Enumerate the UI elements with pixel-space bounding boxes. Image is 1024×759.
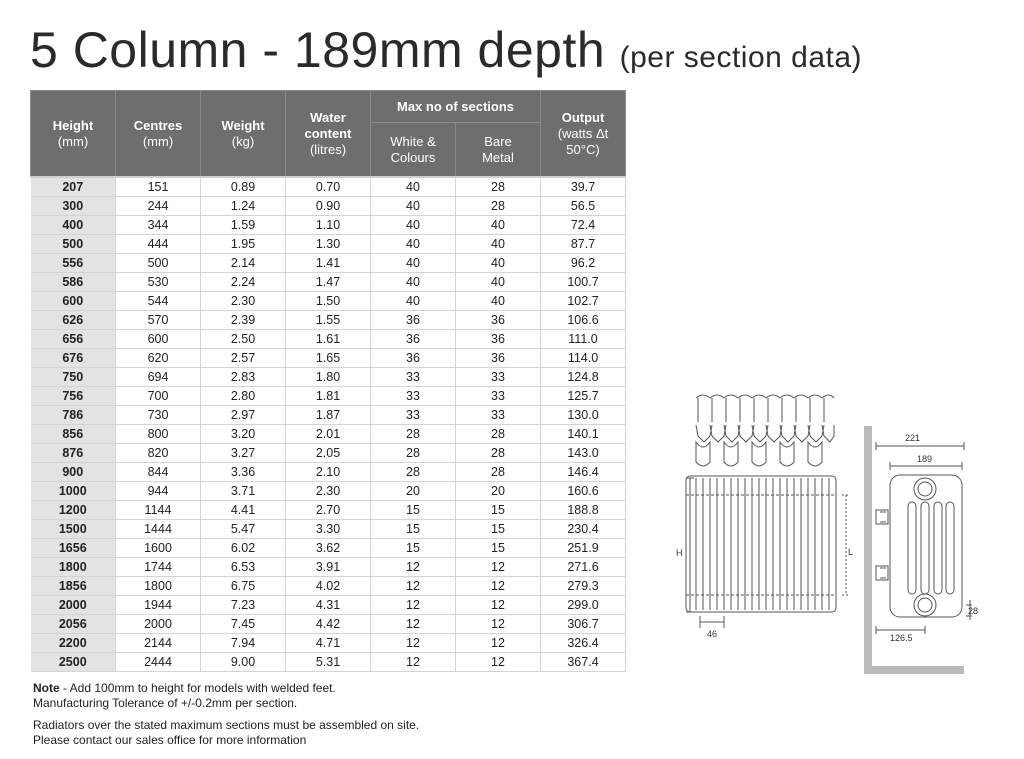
table-cell: 2.50 [201,330,286,349]
table-cell: 40 [371,216,456,235]
table-cell: 300 [31,197,116,216]
table-cell: 15 [371,501,456,520]
table-cell: 33 [371,406,456,425]
table-cell: 0.70 [286,177,371,197]
table-cell: 12 [456,577,541,596]
table-cell: 1200 [31,501,116,520]
table-cell: 856 [31,425,116,444]
table-cell: 2.05 [286,444,371,463]
table-cell: 3.91 [286,558,371,577]
table-cell: 15 [456,520,541,539]
table-cell: 2.10 [286,463,371,482]
table-cell: 444 [116,235,201,254]
radiator-front-view [686,476,850,628]
table-cell: 151 [116,177,201,197]
table-cell: 326.4 [541,634,626,653]
table-cell: 33 [456,368,541,387]
table-cell: 36 [456,311,541,330]
table-cell: 1.41 [286,254,371,273]
table-cell: 12 [456,615,541,634]
table-cell: 3.36 [201,463,286,482]
table-cell: 7.23 [201,596,286,615]
table-cell: 620 [116,349,201,368]
table-cell: 12 [371,577,456,596]
table-cell: 2.30 [201,292,286,311]
table-cell: 1144 [116,501,201,520]
table-cell: 1.95 [201,235,286,254]
table-cell: 28 [456,177,541,197]
table-cell: 2.80 [201,387,286,406]
table-cell: 40 [456,235,541,254]
table-cell: 676 [31,349,116,368]
table-cell: 56.5 [541,197,626,216]
table-cell: 40 [456,216,541,235]
table-cell: 1.47 [286,273,371,292]
table-cell: 5.47 [201,520,286,539]
note-assembly: Radiators over the stated maximum sections must be assembled on site. [33,718,420,732]
table-cell: 4.71 [286,634,371,653]
table-cell: 800 [116,425,201,444]
table-cell: 6.75 [201,577,286,596]
table-cell: 0.89 [201,177,286,197]
table-cell: 15 [456,501,541,520]
table-cell: 36 [456,349,541,368]
table-cell: 130.0 [541,406,626,425]
table-cell: 2000 [116,615,201,634]
table-cell: 1856 [31,577,116,596]
table-cell: 844 [116,463,201,482]
table-cell: 230.4 [541,520,626,539]
table-cell: 1.10 [286,216,371,235]
table-cell: 12 [456,653,541,672]
header-water-content: Water content (litres) [286,91,371,178]
table-cell: 279.3 [541,577,626,596]
table-cell: 36 [371,330,456,349]
dim-126-5-label: 126.5 [890,633,913,643]
table-cell: 87.7 [541,235,626,254]
table-cell: 271.6 [541,558,626,577]
dim-46-label: 46 [707,629,718,639]
table-cell: 1.61 [286,330,371,349]
table-cell: 3.62 [286,539,371,558]
title-main: 5 Column - 189mm depth [30,22,606,78]
table-cell: 12 [371,653,456,672]
table-cell: 4.41 [201,501,286,520]
table-cell: 1944 [116,596,201,615]
table-cell: 28 [456,197,541,216]
table-cell: 160.6 [541,482,626,501]
table-cell: 36 [371,349,456,368]
table-cell: 12 [456,634,541,653]
header-white-colours: White & Colours [371,123,456,178]
table-cell: 299.0 [541,596,626,615]
table-cell: 9.00 [201,653,286,672]
header-height: Height (mm) [31,91,116,178]
table-cell: 28 [456,463,541,482]
table-cell: 400 [31,216,116,235]
table-cell: 694 [116,368,201,387]
table-cell: 344 [116,216,201,235]
table-cell: 36 [371,311,456,330]
table-cell: 20 [371,482,456,501]
table-cell: 6.53 [201,558,286,577]
table-cell: 2.97 [201,406,286,425]
table-cell: 40 [371,254,456,273]
dim-28-label: 28 [968,606,979,616]
table-cell: 7.94 [201,634,286,653]
table-cell: 36 [456,330,541,349]
table-cell: 1.80 [286,368,371,387]
table-cell: 140.1 [541,425,626,444]
table-cell: 12 [371,615,456,634]
table-cell: 2200 [31,634,116,653]
table-cell: 2.70 [286,501,371,520]
table-cell: 3.71 [201,482,286,501]
table-cell: 28 [456,444,541,463]
table-cell: 40 [371,197,456,216]
table-cell: 125.7 [541,387,626,406]
table-cell: 544 [116,292,201,311]
table-cell: 1000 [31,482,116,501]
table-cell: 12 [371,596,456,615]
table-cell: 188.8 [541,501,626,520]
table-cell: 2000 [31,596,116,615]
table-cell: 40 [456,273,541,292]
table-cell: 586 [31,273,116,292]
radiator-top-view [696,395,834,466]
dim-h-label: H [676,548,683,558]
table-cell: 12 [456,596,541,615]
table-cell: 1656 [31,539,116,558]
table-cell: 2.57 [201,349,286,368]
table-cell: 114.0 [541,349,626,368]
table-cell: 100.7 [541,273,626,292]
table-cell: 12 [371,558,456,577]
table-cell: 96.2 [541,254,626,273]
table-cell: 1.50 [286,292,371,311]
table-cell: 251.9 [541,539,626,558]
table-cell: 1600 [116,539,201,558]
table-cell: 1.81 [286,387,371,406]
table-cell: 3.20 [201,425,286,444]
header-output: Output (watts Δt 50°C) [541,91,626,178]
table-cell: 3.27 [201,444,286,463]
table-cell: 40 [371,273,456,292]
table-cell: 530 [116,273,201,292]
table-cell: 207 [31,177,116,197]
dim-221-label: 221 [905,433,921,443]
table-cell: 20 [456,482,541,501]
table-cell: 4.42 [286,615,371,634]
table-cell: 143.0 [541,444,626,463]
table-cell: 244 [116,197,201,216]
table-cell: 2.39 [201,311,286,330]
table-cell: 900 [31,463,116,482]
table-cell: 39.7 [541,177,626,197]
table-cell: 756 [31,387,116,406]
table-cell: 2500 [31,653,116,672]
table-cell: 1800 [31,558,116,577]
table-cell: 40 [456,254,541,273]
table-cell: 1800 [116,577,201,596]
table-cell: 570 [116,311,201,330]
table-cell: 1500 [31,520,116,539]
table-cell: 15 [371,520,456,539]
header-max-sections: Max no of sections [371,91,541,123]
note-contact: Please contact our sales office for more information [33,733,307,747]
title-subtitle: (per section data) [619,41,863,74]
table-cell: 656 [31,330,116,349]
table-cell: 40 [371,235,456,254]
table-cell: 33 [371,387,456,406]
table-cell: 40 [371,292,456,311]
table-cell: 1.24 [201,197,286,216]
table-cell: 28 [371,463,456,482]
table-cell: 750 [31,368,116,387]
table-cell: 2144 [116,634,201,653]
dim-l-label: L [848,547,854,557]
table-cell: 786 [31,406,116,425]
table-cell: 944 [116,482,201,501]
table-cell: 4.02 [286,577,371,596]
table-cell: 5.31 [286,653,371,672]
table-cell: 111.0 [541,330,626,349]
table-cell: 28 [456,425,541,444]
table-cell: 2.83 [201,368,286,387]
table-cell: 306.7 [541,615,626,634]
table-cell: 600 [116,330,201,349]
table-cell: 7.45 [201,615,286,634]
table-cell: 4.31 [286,596,371,615]
table-cell: 72.4 [541,216,626,235]
table-cell: 0.90 [286,197,371,216]
table-cell: 500 [116,254,201,273]
table-cell: 28 [371,444,456,463]
table-cell: 2056 [31,615,116,634]
table-cell: 367.4 [541,653,626,672]
note-welded-feet: Note - Add 100mm to height for models with welded feet. [33,681,336,695]
table-cell: 1.87 [286,406,371,425]
table-cell: 1.55 [286,311,371,330]
table-cell: 33 [371,368,456,387]
table-cell: 1444 [116,520,201,539]
table-cell: 876 [31,444,116,463]
header-weight: Weight (kg) [201,91,286,178]
table-cell: 1.65 [286,349,371,368]
header-centres: Centres (mm) [116,91,201,178]
table-cell: 500 [31,235,116,254]
table-cell: 730 [116,406,201,425]
table-cell: 2.01 [286,425,371,444]
table-cell: 3.30 [286,520,371,539]
dim-189-label: 189 [917,454,933,464]
table-cell: 626 [31,311,116,330]
table-cell: 33 [456,406,541,425]
table-cell: 124.8 [541,368,626,387]
table-cell: 12 [371,634,456,653]
table-cell: 146.4 [541,463,626,482]
table-cell: 33 [456,387,541,406]
table-cell: 2444 [116,653,201,672]
table-cell: 12 [456,558,541,577]
table-cell: 1744 [116,558,201,577]
table-cell: 1.59 [201,216,286,235]
table-cell: 2.30 [286,482,371,501]
table-cell: 40 [456,292,541,311]
table-cell: 556 [31,254,116,273]
table-cell: 2.24 [201,273,286,292]
table-cell: 28 [371,425,456,444]
table-cell: 700 [116,387,201,406]
table-cell: 6.02 [201,539,286,558]
table-cell: 15 [456,539,541,558]
table-cell: 102.7 [541,292,626,311]
table-cell: 40 [371,177,456,197]
header-bare-metal: Bare Metal [456,123,541,178]
table-cell: 600 [31,292,116,311]
table-cell: 820 [116,444,201,463]
table-cell: 15 [371,539,456,558]
table-cell: 2.14 [201,254,286,273]
table-cell: 1.30 [286,235,371,254]
note-tolerance: Manufacturing Tolerance of +/-0.2mm per section. [33,696,298,710]
table-cell: 106.6 [541,311,626,330]
